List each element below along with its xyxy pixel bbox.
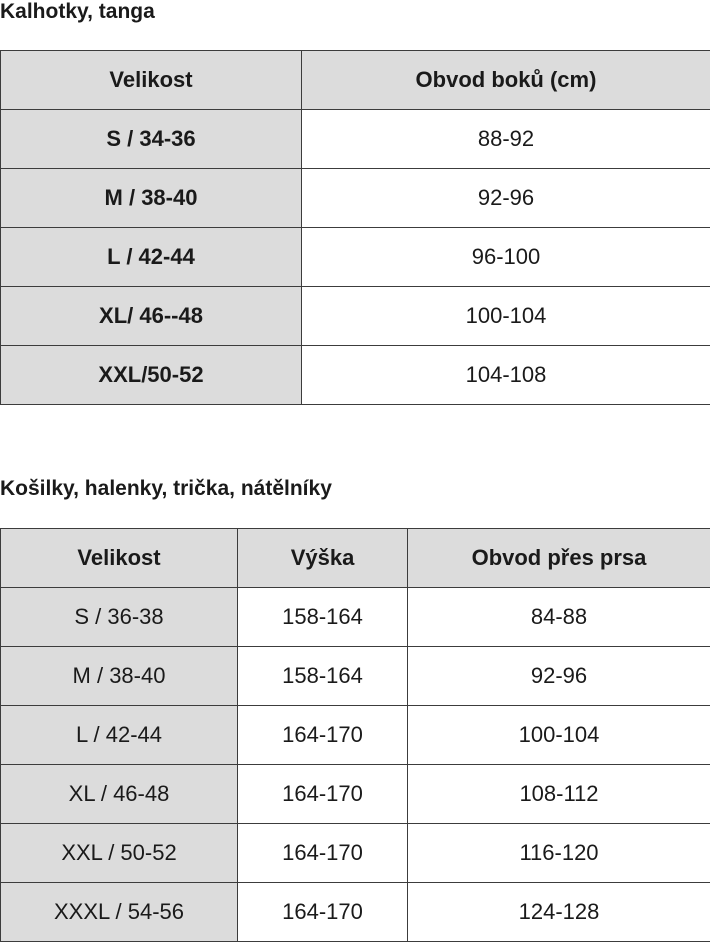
column-header-height: Výška (238, 529, 408, 588)
table-row (1, 110, 710, 169)
table-row (1, 346, 710, 405)
size-cell: XXXL / 54-56 (1, 883, 238, 942)
table-header-row (1, 51, 710, 110)
table-row (1, 647, 710, 706)
height-cell: 164-170 (238, 824, 408, 883)
column-header-hip-circumference: Obvod boků (cm) (302, 51, 710, 110)
hip-cell: 88-92 (302, 110, 710, 169)
size-cell: S / 34-36 (1, 110, 302, 169)
table-row (1, 169, 710, 228)
table-row (1, 228, 710, 287)
table-row (1, 883, 710, 942)
height-cell: 164-170 (238, 883, 408, 942)
section-title-panties: Kalhotky, tanga (0, 0, 155, 23)
table-row (1, 765, 710, 824)
size-cell: M / 38-40 (1, 169, 302, 228)
size-cell: L / 42-44 (1, 706, 238, 765)
chest-cell: 92-96 (408, 647, 710, 706)
height-cell: 164-170 (238, 706, 408, 765)
size-cell: XXL / 50-52 (1, 824, 238, 883)
size-cell: M / 38-40 (1, 647, 238, 706)
height-cell: 164-170 (238, 765, 408, 824)
size-cell: XL/ 46--48 (1, 287, 302, 346)
chest-cell: 108-112 (408, 765, 710, 824)
table-row (1, 588, 710, 647)
size-table-panties (0, 50, 710, 405)
table-row (1, 706, 710, 765)
chest-cell: 116-120 (408, 824, 710, 883)
size-cell: XL / 46-48 (1, 765, 238, 824)
section-title-tops: Košilky, halenky, trička, nátělníky (0, 477, 332, 500)
hip-cell: 92-96 (302, 169, 710, 228)
size-cell: S / 36-38 (1, 588, 238, 647)
chest-cell: 124-128 (408, 883, 710, 942)
table-header-row (1, 529, 710, 588)
column-header-chest-circumference: Obvod přes prsa (408, 529, 710, 588)
column-header-size: Velikost (1, 51, 302, 110)
size-table-tops (0, 528, 710, 942)
size-cell: XXL/50-52 (1, 346, 302, 405)
height-cell: 158-164 (238, 588, 408, 647)
chest-cell: 84-88 (408, 588, 710, 647)
hip-cell: 100-104 (302, 287, 710, 346)
height-cell: 158-164 (238, 647, 408, 706)
hip-cell: 96-100 (302, 228, 710, 287)
chest-cell: 100-104 (408, 706, 710, 765)
size-cell: L / 42-44 (1, 228, 302, 287)
table-row (1, 824, 710, 883)
column-header-size: Velikost (1, 529, 238, 588)
hip-cell: 104-108 (302, 346, 710, 405)
table-row (1, 287, 710, 346)
